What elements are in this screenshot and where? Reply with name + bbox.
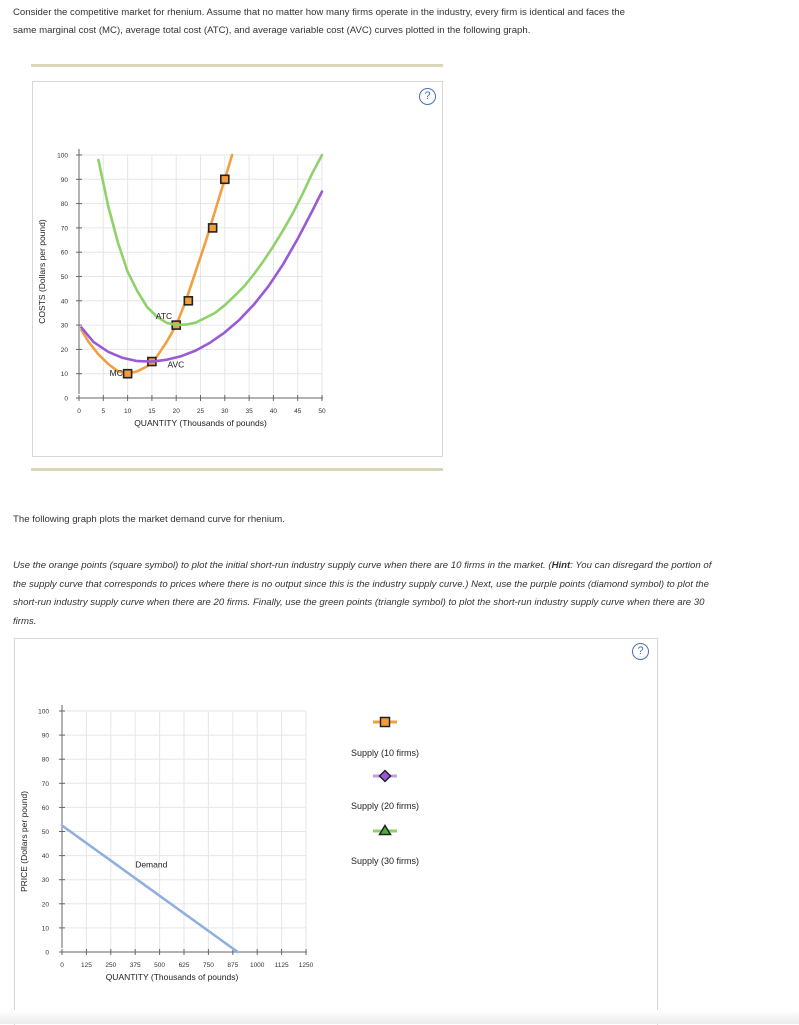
x-tick-label: 10: [123, 408, 132, 415]
x-tick-label: 250: [105, 962, 117, 969]
legend-marker: [381, 718, 390, 727]
y-tick-label: 30: [41, 877, 49, 885]
legend-supply-20[interactable]: [340, 768, 430, 811]
instructions-text: [13, 557, 713, 631]
mc-point-marker: [124, 370, 132, 378]
hint-label: Hint: [551, 560, 571, 571]
cost-curves-panel: [32, 81, 443, 457]
y-tick-label: 70: [60, 225, 68, 233]
mc-point-marker: [221, 175, 229, 183]
series-atc-line: [98, 155, 322, 325]
y-axis-label: COSTS (Dollars per pound): [37, 219, 47, 324]
annotation-avc: AVC: [167, 359, 185, 370]
x-tick-label: 0: [60, 962, 64, 969]
y-tick-label: 70: [41, 780, 49, 788]
y-axis-label: PRICE (Dollars per pound): [19, 790, 29, 893]
demand-panel: [14, 638, 658, 1025]
legend-label-supply-10: Supply (10 firms): [350, 748, 420, 758]
y-tick-label: 30: [60, 322, 68, 330]
x-tick-label: 625: [178, 962, 190, 969]
annotation-mc: MC: [109, 368, 123, 379]
y-tick-label: 60: [41, 804, 49, 812]
x-tick-label: 0: [77, 408, 81, 415]
help-icon[interactable]: ?: [419, 88, 436, 105]
y-tick-label: 20: [41, 901, 49, 909]
intro-line-1: Consider the competitive market for rhenium. Assume that no matter how many firms operate in the industry, every firm is identical and faces the: [13, 7, 625, 18]
y-tick-label: 90: [41, 732, 49, 740]
x-tick-label: 750: [202, 962, 214, 969]
diamond-marker-icon[interactable]: [370, 768, 400, 784]
legend-marker: [380, 771, 391, 782]
legend-label-supply-30: Supply (30 firms): [350, 856, 420, 866]
intro-text: [13, 4, 703, 40]
y-tick-label: 50: [60, 274, 68, 281]
x-tick-label: 20: [172, 408, 180, 415]
divider-top: [31, 64, 443, 67]
y-tick-label: 0: [45, 949, 49, 957]
y-tick-label: 80: [60, 201, 68, 209]
series-demand-line: [62, 826, 238, 953]
y-tick-label: 10: [41, 925, 49, 933]
x-tick-label: 1125: [274, 962, 289, 969]
x-tick-label: 40: [269, 408, 278, 415]
x-tick-label: 875: [227, 962, 239, 969]
y-tick-label: 100: [38, 708, 49, 716]
x-tick-label: 125: [80, 962, 92, 969]
square-marker-icon[interactable]: [370, 715, 400, 729]
annotation-demand: Demand: [135, 859, 168, 870]
legend-supply-30[interactable]: [340, 823, 430, 866]
annotation-atc: ATC: [155, 311, 173, 322]
y-tick-label: 40: [41, 853, 49, 861]
triangle-marker-icon[interactable]: [370, 823, 400, 837]
x-axis-label: QUANTITY (Thousands of pounds): [134, 418, 267, 428]
y-tick-label: 100: [57, 152, 68, 160]
help-icon[interactable]: ?: [632, 643, 649, 660]
page-bottom-edge: [0, 1010, 799, 1024]
demand-chart[interactable]: [15, 639, 335, 1011]
divider-bottom: [31, 468, 443, 471]
y-tick-label: 20: [60, 346, 68, 354]
x-tick-label: 25: [196, 408, 205, 415]
instructions-part-2: : You can disregard the portion of the supply curve that corresponds to prices where there is no output since this is the industry supply curve.) Next, use the purple points (diamond symbol) to plot the short-run industry supply curve when there are 20 firms. Finally, use the green points (triangle symbol) to plot the short-run industry supply curve when there are 30 firms.: [13, 560, 712, 627]
x-tick-label: 1250: [298, 962, 314, 969]
x-tick-label: 5: [101, 408, 106, 415]
intro-line-2: same marginal cost (MC), average total cost (ATC), and average variable cost (AVC) curves plotted in the following graph.: [13, 25, 531, 36]
y-tick-label: 80: [41, 756, 49, 764]
y-tick-label: 0: [64, 395, 68, 403]
mc-point-marker: [184, 297, 192, 305]
y-tick-label: 90: [60, 176, 68, 184]
x-tick-label: 45: [294, 408, 302, 415]
x-tick-label: 1000: [249, 962, 265, 969]
x-tick-label: 15: [148, 408, 156, 415]
y-tick-label: 10: [60, 371, 68, 379]
x-tick-label: 50: [318, 408, 326, 415]
y-tick-label: 50: [41, 829, 49, 836]
x-tick-label: 35: [245, 408, 253, 415]
x-axis-label: QUANTITY (Thousands of pounds): [105, 972, 239, 982]
x-tick-label: 500: [154, 962, 166, 969]
demand-intro-text: The following graph plots the market demand curve for rhenium.: [13, 514, 285, 525]
mc-point-marker: [209, 224, 217, 232]
cost-curves-chart: [33, 82, 442, 456]
y-tick-label: 40: [60, 298, 68, 306]
y-tick-label: 60: [60, 249, 68, 257]
instructions-part-1: Use the orange points (square symbol) to plot the initial short-run industry supply curve when there are 10 firms in the market. (: [13, 560, 552, 571]
legend-supply-10[interactable]: [340, 715, 430, 758]
x-tick-label: 30: [221, 408, 229, 415]
x-tick-label: 375: [129, 962, 141, 969]
legend-label-supply-20: Supply (20 firms): [350, 801, 420, 811]
